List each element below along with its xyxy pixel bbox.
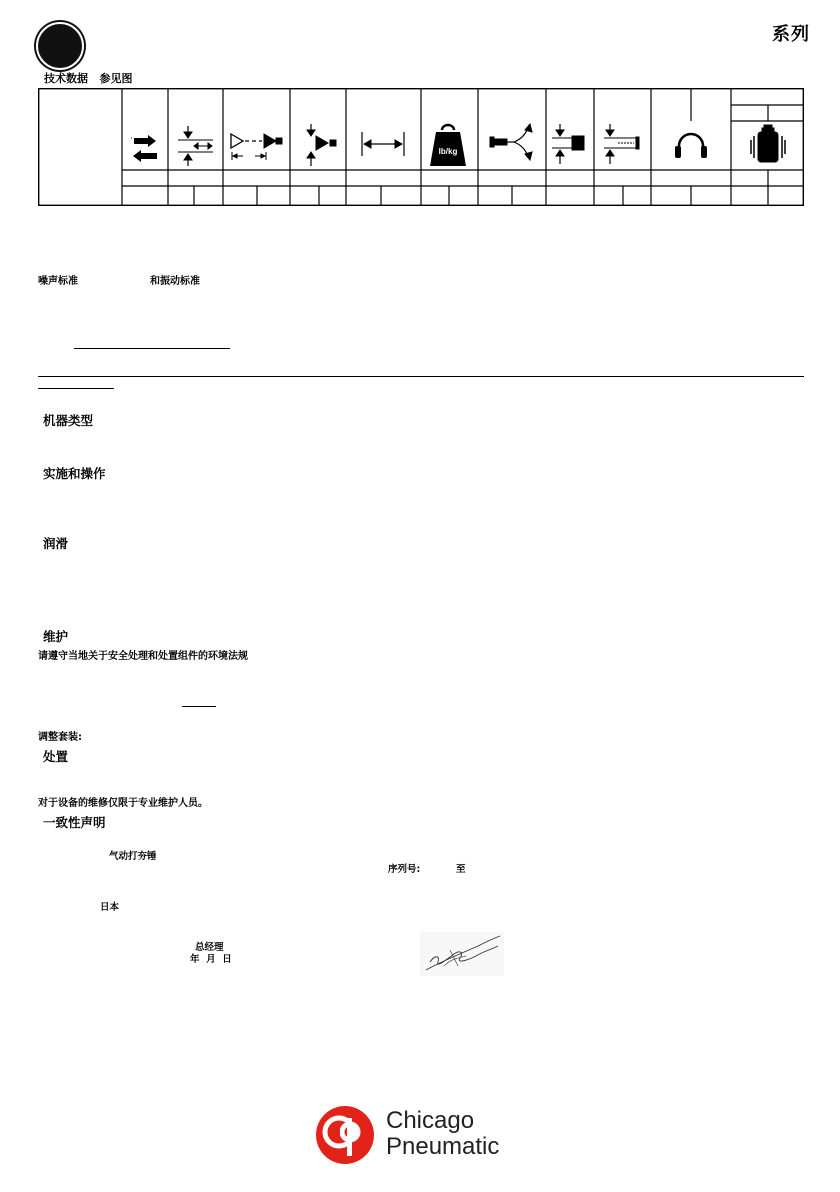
series-title: 系列 bbox=[772, 24, 810, 45]
maintenance-heading: 维护 bbox=[43, 629, 69, 644]
signature-blank-line bbox=[74, 348, 230, 349]
month-label: 月 bbox=[206, 954, 216, 965]
brand-line-2: Pneumatic bbox=[386, 1133, 500, 1160]
adjust-kit-text: 调整套装 bbox=[38, 732, 78, 743]
country-label: 日本 bbox=[100, 902, 120, 913]
disposal-heading: 处置 bbox=[43, 749, 69, 764]
repair-note: 对于设备的维修仅限于专业维护人员。 bbox=[38, 798, 208, 809]
lubrication-heading: 润滑 bbox=[43, 536, 69, 551]
stroke-length-icon bbox=[178, 126, 213, 166]
chisel-shank-icon bbox=[604, 124, 639, 164]
product-name: 气动打夯锤 bbox=[109, 851, 157, 862]
vibration-standard-label: 和振动标准 bbox=[150, 276, 200, 287]
length-dimension-icon bbox=[362, 132, 404, 156]
headphones-noise-icon bbox=[675, 134, 707, 158]
operation-heading: 实施和操作 bbox=[43, 466, 106, 481]
short-underline bbox=[38, 388, 114, 389]
tech-data-heading bbox=[44, 70, 133, 86]
air-hose-icon bbox=[490, 124, 532, 160]
language-badge bbox=[36, 22, 84, 70]
section-divider bbox=[38, 376, 804, 377]
tech-data-table bbox=[38, 88, 804, 206]
piston-travel-icon bbox=[231, 134, 282, 160]
adjust-kit-colon: : bbox=[78, 732, 82, 743]
weight-lb-kg-icon bbox=[430, 125, 466, 166]
adjust-kit-label bbox=[38, 728, 82, 743]
day-label: 日 bbox=[222, 954, 232, 965]
brand-line-1: Chicago bbox=[386, 1107, 475, 1134]
cp-logo-mark-icon bbox=[314, 1104, 376, 1166]
date-line bbox=[190, 951, 232, 965]
inline-underline bbox=[182, 706, 216, 707]
see-figure-label: 参见图 bbox=[99, 72, 133, 85]
environment-regulation-text: 请遵守当地关于安全处理和处置组件的环境法规 bbox=[38, 651, 248, 662]
year-label: 年 bbox=[190, 954, 200, 965]
serial-to-label: 至 bbox=[456, 864, 466, 875]
air-flow-icon bbox=[131, 135, 157, 162]
general-manager-label: 总经理 bbox=[195, 942, 224, 953]
shank-size-icon bbox=[552, 124, 584, 164]
tech-data-title: 技术数据 bbox=[44, 72, 88, 85]
serial-number-label: 序列号: bbox=[388, 864, 421, 875]
noise-standard-label: 噪声标准 bbox=[38, 276, 78, 287]
machine-type-heading: 机器类型 bbox=[43, 413, 94, 428]
weight-unit-label: lb/kg bbox=[438, 147, 458, 156]
conformity-heading: 一致性声明 bbox=[43, 815, 106, 830]
piston-diameter-icon bbox=[307, 124, 336, 166]
chicago-pneumatic-logo bbox=[314, 1104, 534, 1166]
signature-image bbox=[420, 932, 504, 976]
vibration-icon bbox=[751, 125, 785, 162]
